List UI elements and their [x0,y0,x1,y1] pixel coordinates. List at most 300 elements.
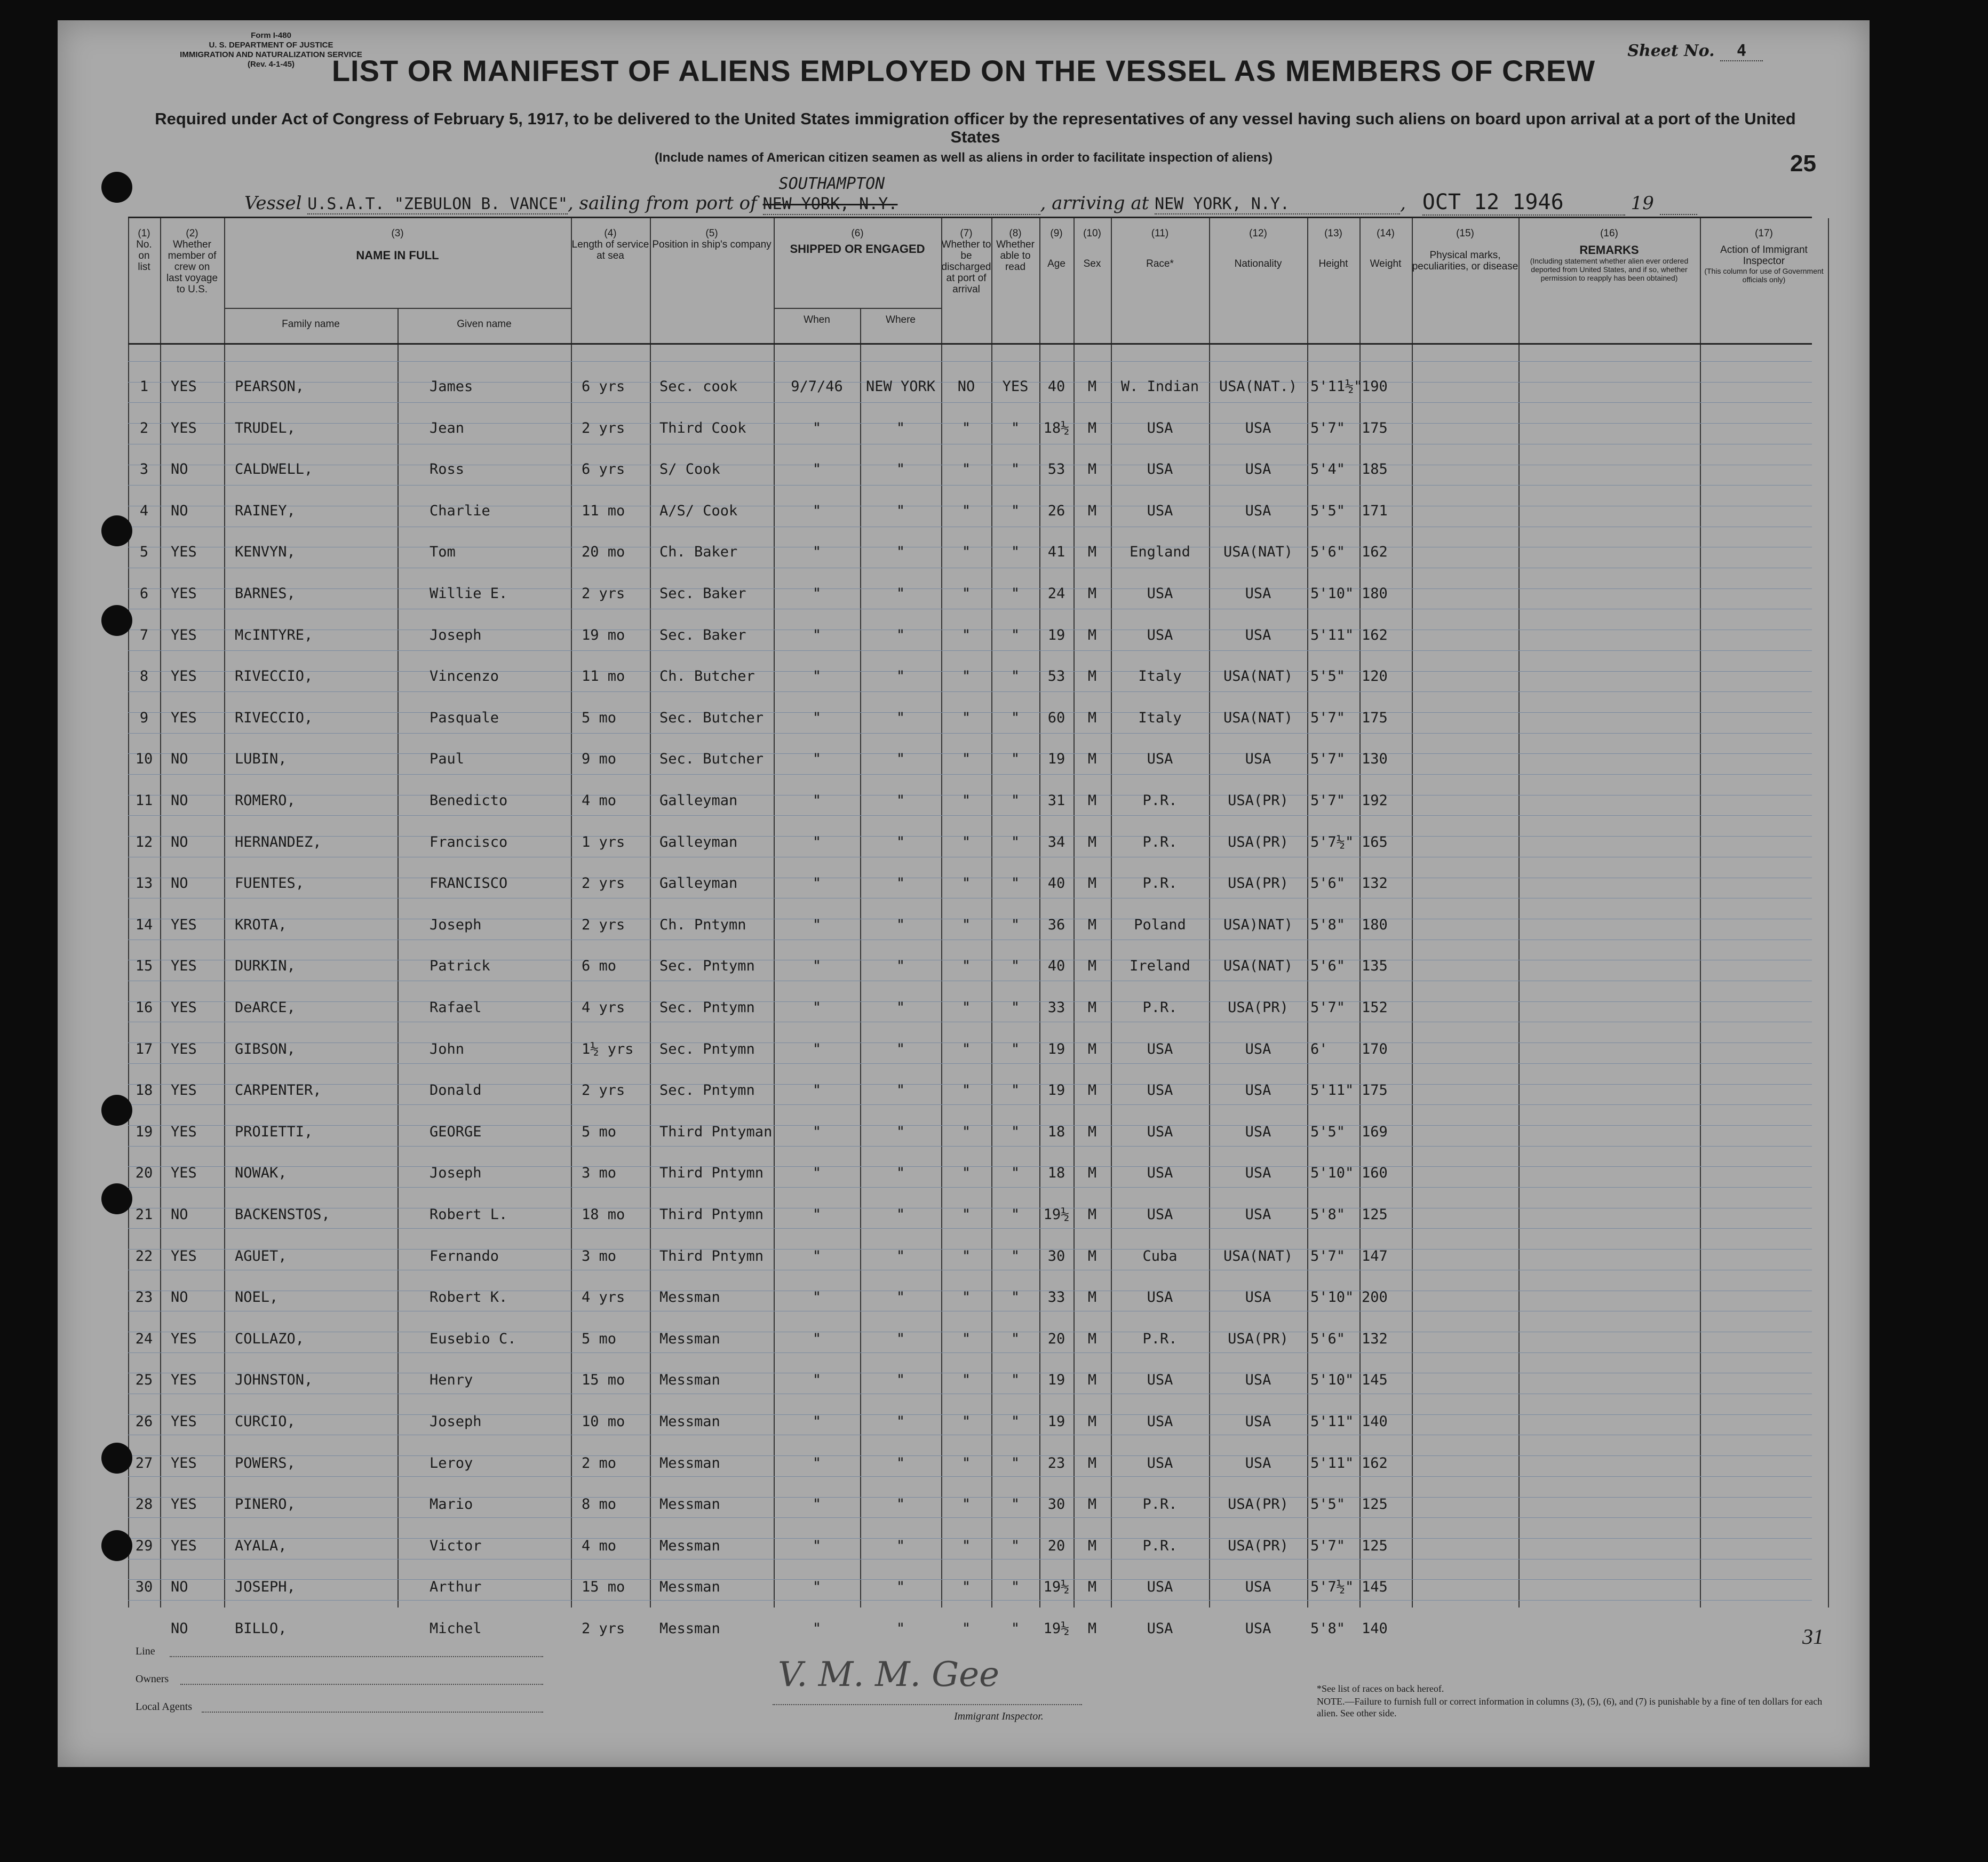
cell-race: P.R. [1142,792,1178,809]
cell-given: James [430,378,473,395]
cell-weight: 132 [1362,1330,1388,1347]
cell-prev: NO [171,461,188,478]
cell-family: PROIETTI, [235,1123,313,1140]
cell-when: " [812,1413,822,1430]
line-field [170,1656,543,1657]
cell-prev: NO [171,1579,188,1596]
cell-where: " [896,709,905,726]
cell-read: " [1011,585,1020,602]
cell-service: 19 mo [582,626,625,643]
cell-prev: YES [171,585,197,602]
cell-weight: 152 [1362,999,1388,1016]
punch-hole [101,1095,132,1126]
cell-when: " [812,626,822,643]
cell-given: Joseph [430,1165,482,1182]
cell-read: " [1011,958,1020,975]
cell-service: 6 yrs [582,461,625,478]
manifest-sheet [58,20,1870,1767]
arriving-label: , arriving at [1040,193,1149,214]
cell-age: 26 [1047,502,1065,519]
cell-prev: NO [171,833,188,850]
cell-read: " [1011,792,1020,809]
cell-position: Sec. Butcher [659,751,764,768]
cell-when: " [812,792,822,809]
cell-age: 19 [1047,1040,1065,1057]
cell-disch: " [961,1454,971,1471]
cell-no: 19 [135,1123,153,1140]
cell-age: 30 [1047,1496,1065,1513]
cell-no: 28 [135,1496,153,1513]
cell-height: 5'7" [1310,709,1346,726]
cell-nat: USA [1245,585,1271,602]
cell-no: 3 [139,461,149,478]
table-row [128,1289,1812,1310]
cell-service: 3 mo [582,1165,617,1182]
cell-sex: M [1087,916,1097,933]
cell-race: USA [1147,1620,1173,1637]
cell-position: Sec. Pntymn [659,1082,755,1099]
cell-family: DURKIN, [235,958,296,975]
ruled-line [128,1476,1812,1477]
cell-sex: M [1087,461,1097,478]
cell-when: " [812,544,822,561]
cell-given: Joseph [430,916,482,933]
table-row [128,1496,1812,1517]
cell-family: PINERO, [235,1496,296,1513]
cell-where: " [896,1040,905,1057]
cell-weight: 200 [1362,1289,1388,1306]
cell-position: Galleyman [659,833,738,850]
cell-weight: 130 [1362,751,1388,768]
cell-when: " [812,1620,822,1637]
cell-age: 18 [1047,1123,1065,1140]
cell-weight: 169 [1362,1123,1388,1140]
cell-given: Robert K. [430,1289,508,1306]
sheet-number-label: Sheet No. [1627,42,1715,60]
cell-no: 30 [135,1579,153,1596]
cell-no: 9 [139,709,149,726]
cell-age: 40 [1047,875,1065,892]
cell-read: " [1011,1206,1020,1223]
cell-sex: M [1087,419,1097,436]
cell-height: 5'7" [1310,1537,1346,1554]
cell-family: DeARCE, [235,999,296,1016]
year-blank [1660,193,1697,215]
cell-where: " [896,1289,905,1306]
cell-position: Sec. Baker [659,585,746,602]
cell-prev: YES [171,668,197,685]
table-row [128,1455,1812,1476]
form-number: Form I-480 [251,31,291,40]
cell-weight: 125 [1362,1537,1388,1554]
cell-family: COLLAZO, [235,1330,305,1347]
cell-position: Messman [659,1496,720,1513]
vessel-label: Vessel [244,193,302,214]
cell-where: " [896,958,905,975]
cell-when: " [812,1454,822,1471]
cell-read: " [1011,461,1020,478]
cell-position: Sec. Pntymn [659,1040,755,1057]
cell-position: Third Pntymn [659,1165,764,1182]
cell-service: 5 mo [582,1123,617,1140]
cell-given: Arthur [430,1579,482,1596]
cell-given: GEORGE [430,1123,482,1140]
cell-nat: USA [1245,502,1271,519]
cell-race: USA [1147,461,1173,478]
cell-disch: " [961,1413,971,1430]
cell-family: RIVECCIO, [235,709,313,726]
cell-sex: M [1087,1330,1097,1347]
cell-position: A/S/ Cook [659,502,738,519]
cell-no: 15 [135,958,153,975]
cell-prev: YES [171,1454,197,1471]
cell-no: 11 [135,792,153,809]
cell-age: 18 [1047,1165,1065,1182]
cell-service: 20 mo [582,544,625,561]
cell-service: 4 mo [582,1537,617,1554]
cell-read: " [1011,1289,1020,1306]
cell-where: " [896,833,905,850]
cell-position: S/ Cook [659,461,720,478]
table-row [128,378,1812,400]
cell-nat: USA(PR) [1228,1496,1289,1513]
cell-where: " [896,544,905,561]
cell-when: " [812,709,822,726]
ruled-line [128,1228,1812,1229]
cell-given: Benedicto [430,792,508,809]
cell-when: " [812,1206,822,1223]
cell-disch: " [961,709,971,726]
cell-when: " [812,1123,822,1140]
hdr-discharged: (7) Whether to be discharged at port of arrival [941,228,991,295]
cell-race: USA [1147,1289,1173,1306]
table-row [128,1579,1812,1600]
arriving-at: NEW YORK, N.Y. [1155,195,1400,214]
cell-family: AYALA, [235,1537,287,1554]
cell-prev: YES [171,1330,197,1347]
hdr-where: Where [886,314,916,325]
cell-nat: USA [1245,1165,1271,1182]
cell-age: 19 [1047,626,1065,643]
agents-field [202,1712,543,1713]
cell-read: " [1011,1620,1020,1637]
cell-service: 9 mo [582,751,617,768]
cell-nat: USA [1245,1123,1271,1140]
ruled-line [128,774,1812,775]
cell-disch: " [961,461,971,478]
race-note: *See list of races on back hereof. [1317,1683,1444,1694]
cell-no: 14 [135,916,153,933]
cell-weight: 165 [1362,833,1388,850]
vessel-line: Vessel U.S.A.T. "ZEBULON B. VANCE", sailing from port of NEW YORK, N.Y. SOUTHAMPTON , arriving at NEW YORK, N.Y. , OCT 12 1946 19 [244,190,1697,216]
cell-when: " [812,751,822,768]
ruled-line [128,650,1812,651]
cell-disch: " [961,1040,971,1057]
cell-weight: 175 [1362,709,1388,726]
inspector-signature-line [773,1704,1082,1705]
cell-disch: " [961,1165,971,1182]
cell-height: 5'7" [1310,751,1346,768]
table-row [128,503,1812,524]
table-row [128,627,1812,648]
cell-given: Vincenzo [430,668,499,685]
inspector-label: Immigrant Inspector. [954,1710,1044,1722]
cell-no: 27 [135,1454,153,1471]
cell-age: 20 [1047,1330,1065,1347]
cell-prev: YES [171,916,197,933]
hdr-service: (4) Length of service at sea [571,228,649,261]
table-row [128,1413,1812,1435]
ruled-line [128,733,1812,734]
cell-read: " [1011,626,1020,643]
cell-age: 60 [1047,709,1065,726]
cell-when: " [812,1165,822,1182]
revision: (Rev. 4-1-45) [247,60,295,69]
cell-family: CURCIO, [235,1413,296,1430]
cell-race: W. Indian [1120,378,1199,395]
cell-nat: USA)NAT) [1223,916,1293,933]
cell-given: Joseph [430,1413,482,1430]
cell-read: " [1011,1496,1020,1513]
cell-weight: 145 [1362,1579,1388,1596]
cell-race: P.R. [1142,1537,1178,1554]
cell-height: 5'8" [1310,1620,1346,1637]
hdr-race: (11) Race* [1146,228,1174,269]
cell-sex: M [1087,1040,1097,1057]
cell-nat: USA [1245,1372,1271,1389]
cell-age: 23 [1047,1454,1065,1471]
cell-height: 5'11" [1310,1082,1354,1099]
cell-where: " [896,626,905,643]
cell-prev: YES [171,1082,197,1099]
cell-disch: " [961,751,971,768]
crew-table [128,217,1824,1637]
cell-no: 2 [139,419,149,436]
ruled-line [128,815,1812,816]
cell-height: 5'11" [1310,1454,1354,1471]
cell-no: 23 [135,1289,153,1306]
cell-when: " [812,1082,822,1099]
cell-weight: 192 [1362,792,1388,809]
cell-where: " [896,875,905,892]
hdr-read: (8) Whether able to read [996,228,1035,273]
cell-position: Third Pntymn [659,1247,764,1264]
cell-read: " [1011,544,1020,561]
cell-where: " [896,916,905,933]
cell-read: " [1011,916,1020,933]
cell-prev: YES [171,544,197,561]
hdr-action: (17) Action of Immigrant Inspector (This column for use of Government officials only) [1704,228,1824,284]
inspector-signature: V. M. M. Gee [778,1655,1000,1694]
table-row [128,1124,1812,1145]
cell-race: USA [1147,1454,1173,1471]
cell-where: " [896,1372,905,1389]
vessel-name: U.S.A.T. "ZEBULON B. VANCE" [307,195,568,213]
cell-prev: YES [171,709,197,726]
cell-position: Sec. Butcher [659,709,764,726]
cell-prev: YES [171,1040,197,1057]
cell-service: 8 mo [582,1496,617,1513]
cell-no: 16 [135,999,153,1016]
ruled-line [128,691,1812,692]
table-row [128,1206,1812,1228]
cell-disch: " [961,1082,971,1099]
table-row [128,1331,1812,1352]
cell-when: 9/7/46 [791,378,843,395]
table-row [128,1082,1812,1103]
cell-race: USA [1147,1165,1173,1182]
sailing-from-port: SOUTHAMPTON [778,174,885,193]
cell-height: 5'7½" [1310,833,1354,850]
cell-family: AGUET, [235,1247,287,1264]
punch-hole [101,605,132,636]
cell-sex: M [1087,709,1097,726]
cell-read: " [1011,1165,1020,1182]
cell-where: " [896,792,905,809]
cell-race: P.R. [1142,875,1178,892]
cell-sex: M [1087,1289,1097,1306]
cell-where: " [896,999,905,1016]
cell-prev: YES [171,419,197,436]
cell-race: USA [1147,751,1173,768]
ruled-line [128,485,1812,486]
cell-weight: 125 [1362,1206,1388,1223]
cell-service: 15 mo [582,1579,625,1596]
cell-when: " [812,1040,822,1057]
cell-height: 5'11½" [1310,378,1363,395]
table-row [128,875,1812,896]
cell-age: 36 [1047,916,1065,933]
cell-service: 2 yrs [582,916,625,933]
cell-height: 5'4" [1310,461,1346,478]
cell-age: 19½ [1043,1620,1070,1637]
cell-nat: USA [1245,1413,1271,1430]
cell-age: 20 [1047,1537,1065,1554]
cell-given: Mario [430,1496,473,1513]
cell-position: Ch. Baker [659,544,738,561]
cell-height: 5'7" [1310,792,1346,809]
cell-prev: YES [171,1372,197,1389]
cell-service: 3 mo [582,1247,617,1264]
cell-read: " [1011,709,1020,726]
cell-read: " [1011,1082,1020,1099]
cell-age: 19 [1047,1372,1065,1389]
cell-read: " [1011,875,1020,892]
cell-race: USA [1147,1206,1173,1223]
cell-race: Italy [1138,668,1182,685]
cell-given: Ross [430,461,465,478]
cell-service: 15 mo [582,1372,625,1389]
cell-family: RAINEY, [235,502,296,519]
cell-prev: NO [171,1620,188,1637]
hdr-height: (13) Height [1318,228,1348,269]
cell-disch: " [961,833,971,850]
cell-height: 5'6" [1310,1330,1346,1347]
cell-weight: 162 [1362,1454,1388,1471]
hdr-sex: (10) Sex [1083,228,1101,269]
cell-no: 26 [135,1413,153,1430]
cell-given: FRANCISCO [430,875,508,892]
cell-disch: " [961,1206,971,1223]
cell-when: " [812,1537,822,1554]
cell-race: Poland [1134,916,1186,933]
cell-given: Patrick [430,958,490,975]
cell-family: JOHNSTON, [235,1372,313,1389]
cell-sex: M [1087,1413,1097,1430]
cell-sex: M [1087,1247,1097,1264]
cell-where: " [896,1206,905,1223]
table-row [128,958,1812,979]
cell-sex: M [1087,751,1097,768]
cell-no: 12 [135,833,153,850]
cell-race: USA [1147,1040,1173,1057]
cell-race: USA [1147,626,1173,643]
sheet-number-value: 4 [1720,42,1763,61]
cell-position: Sec. cook [659,378,738,395]
cell-sex: M [1087,502,1097,519]
cell-given: Donald [430,1082,482,1099]
cell-weight: 125 [1362,1496,1388,1513]
cell-when: " [812,668,822,685]
cell-family: CARPENTER, [235,1082,322,1099]
hdr-prev-voyage: (2) Whether member of crew on last voyage to U.S. [166,228,218,295]
cell-when: " [812,1330,822,1347]
cell-height: 5'11" [1310,1413,1354,1430]
cell-race: Italy [1138,709,1182,726]
cell-when: " [812,585,822,602]
cell-weight: 140 [1362,1413,1388,1430]
cell-given: Joseph [430,626,482,643]
cell-disch: " [961,1123,971,1140]
cell-nat: USA [1245,1040,1271,1057]
cell-prev: YES [171,1123,197,1140]
cell-weight: 170 [1362,1040,1388,1057]
hdr-position: (5) Position in ship's company [652,228,772,250]
hdr-when: When [804,314,830,325]
cell-given: Eusebio C. [430,1330,516,1347]
cell-sex: M [1087,668,1097,685]
cell-nat: USA(PR) [1228,792,1289,809]
cell-race: Ireland [1130,958,1190,975]
cell-height: 5'5" [1310,502,1346,519]
cell-position: Messman [659,1454,720,1471]
cell-age: 19½ [1043,1206,1070,1223]
cell-age: 40 [1047,958,1065,975]
cell-when: " [812,1289,822,1306]
cell-disch: " [961,502,971,519]
table-row [128,420,1812,441]
cell-position: Ch. Butcher [659,668,755,685]
cell-given: Victor [430,1537,482,1554]
line-label: Line [136,1645,155,1657]
cell-service: 6 mo [582,958,617,975]
subheader-rule [774,308,941,309]
cell-nat: USA(PR) [1228,1537,1289,1554]
cell-given: Henry [430,1372,473,1389]
cell-service: 5 mo [582,1330,617,1347]
cell-service: 1 yrs [582,833,625,850]
cell-prev: YES [171,1496,197,1513]
cell-disch: " [961,1496,971,1513]
cell-service: 4 yrs [582,1289,625,1306]
punch-hole [101,1530,132,1561]
cell-given: Pasquale [430,709,499,726]
cell-sex: M [1087,544,1097,561]
cell-read: " [1011,999,1020,1016]
cell-prev: YES [171,999,197,1016]
cell-race: P.R. [1142,999,1178,1016]
table-row [128,917,1812,938]
